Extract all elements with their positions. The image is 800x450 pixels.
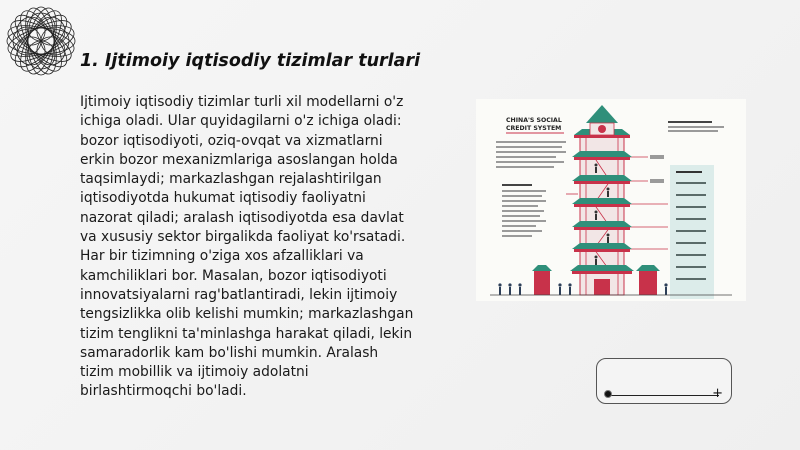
infographic-title-line1: CHINA'S SOCIAL — [506, 117, 562, 124]
media-control[interactable] — [596, 358, 732, 404]
slide-title: 1. Ijtimoiy iqtisodiy tizimlar turlari — [80, 51, 421, 71]
pagoda-tower — [570, 105, 634, 295]
slide-body-text: Ijtimoiy iqtisodiy tizimlar turli xil modellarni o'z ichiga oladi. Ular quyidagilarni o'z ichiga oladi: bozor iqtisodiyoti, oziq-ovqat va xizmatlarni erkin bozor mexanizmlariga asoslangan holda taqsimlaydi; markazlashgan rejalashtirilgan iqtisodiyotda hukumat iqtisodiy faoliyatni nazorat qiladi; aralash iqtisodiyotda esa davlat va xususiy sektor birgalikda faoliyat ko'rsatadi. Har bir tizimning o'ziga xos afzalliklari va kamchiliklari bor. Masalan, bozor iqtisodiyoti innovatsiyalarni rag'batlantiradi, lekin ijtimoiy tengsizlikka olib kelishi mumkin; markazlashgan tizim tenglikni ta'minlashga harakat qiladi, lekin samaradorlik kam bo'lishi mumkin. Aralash tizim mobillik va ijtimoiy adolatni birlashtirmoqchi bo'ladi. — [80, 94, 414, 400]
record-dot-icon[interactable] — [604, 390, 612, 398]
infographic-title-line2: CREDIT SYSTEM — [506, 125, 562, 132]
social-credit-infographic — [476, 99, 746, 301]
plus-icon[interactable]: + — [712, 386, 723, 401]
rosette-logo-icon — [4, 4, 78, 78]
media-progress-track[interactable] — [609, 395, 719, 396]
